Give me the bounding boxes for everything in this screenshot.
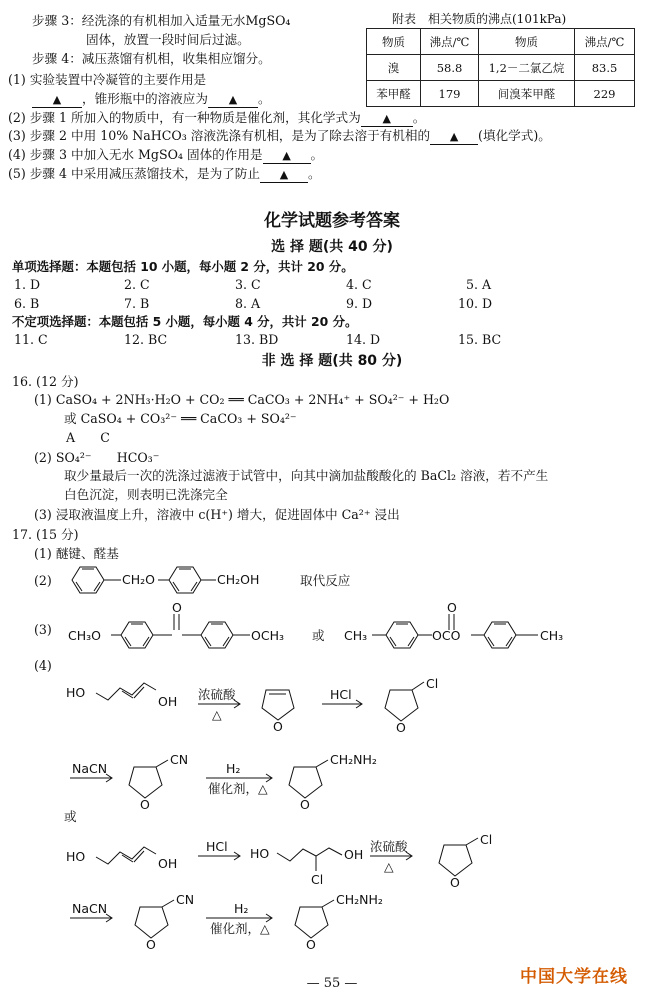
q17-answer-1: (1) 醚键、醛基 (34, 546, 119, 561)
answer-item: 11. C (14, 332, 48, 347)
table-cell: 58.8 (421, 55, 479, 81)
answer-item: 14. D (346, 332, 381, 347)
q17-answer-3-label: (3) (34, 622, 52, 637)
chem-label: CH₃O (68, 628, 101, 643)
chem-label: OCO (432, 628, 461, 643)
answer-blank: ▲ (208, 92, 258, 108)
chem-label: O (447, 600, 457, 615)
question-3-line: (3) 步骤 2 中用 10% NaHCO₃ 溶液洗涤有机相，是为了除去溶于有机相的 ▲ (填化学式)。 (8, 128, 551, 143)
page-number: — 55 — (306, 976, 358, 991)
table-cell: 间溴苯甲醛 (479, 81, 575, 107)
table-cell: 229 (575, 81, 635, 107)
table-cell: 83.5 (575, 55, 635, 81)
chem-label: CN (170, 752, 189, 767)
chem-label: HO (66, 685, 86, 700)
chem-label: OH (344, 847, 364, 862)
condition-label: △ (384, 859, 394, 874)
multi-choice-heading: 不定项选择题：本题包括 5 小题，每小题 4 分，共计 20 分。 (12, 314, 358, 329)
single-choice-heading: 单项选择题：本题包括 10 小题，每小题 2 分，共计 20 分。 (12, 259, 354, 274)
answer-item: 9. D (346, 296, 373, 311)
answer-item: 6. B (14, 296, 40, 311)
chem-label: CH₂NH₂ (336, 892, 383, 907)
chem-label: CH₂O (122, 572, 155, 587)
table-header-cell: 沸点/℃ (421, 29, 479, 55)
answer-blank: ▲ (361, 111, 413, 127)
chem-label: Cl (426, 676, 439, 691)
tetrahydrofuran-ring (129, 767, 162, 798)
q16-heading: 16. (12 分) (12, 374, 79, 389)
q17-answer-2-label: (2) (34, 573, 52, 588)
table-cell: 179 (421, 81, 479, 107)
benzene-ring (386, 622, 418, 648)
reagent-label: 浓硫酸 (370, 839, 408, 854)
chem-label: O (300, 797, 310, 812)
chem-label: CH₃ (540, 628, 564, 643)
q17-answer-4-label: (4) (34, 658, 52, 673)
answer-blank: ▲ (263, 148, 311, 164)
section-heading-choice: 选 择 题(共 40 分) (271, 239, 393, 255)
q16-answer-2-line-2: 取少量最后一次的洗涤过滤液于试管中，向其中滴加盐酸酸化的 BaCl₂ 溶液，若不产生 (64, 468, 549, 483)
condition-label: 催化剂，△ (210, 921, 270, 936)
chem-label: CH₂NH₂ (330, 752, 377, 767)
tetrahydrofuran-ring (439, 845, 472, 876)
reagent-label: NaCN (72, 901, 108, 916)
or-label: 或 (64, 809, 77, 824)
answer-item: 1. D (14, 277, 41, 292)
chem-label: Cl (480, 832, 493, 847)
step-3-line-1: 步骤 3：经洗涤的有机相加入适量无水MgSO₄ (32, 13, 291, 28)
answer-item: 5. A (466, 277, 492, 292)
q16-answer-3: (3) 浸取液温度上升，溶液中 c(H⁺) 增大，促进固体中 Ca²⁺ 浸出 (34, 507, 400, 522)
table-header-cell: 沸点/℃ (575, 29, 635, 55)
q16-answer-1-alt: 或 CaSO₄ + CO₃²⁻ ══ CaCO₃ + SO₄²⁻ (64, 411, 297, 426)
answer-item: 4. C (346, 277, 372, 292)
chem-label: O (273, 719, 283, 734)
q17-answer-2-reaction-type: 取代反应 (300, 573, 351, 588)
chem-label: HO (66, 849, 86, 864)
chem-label: CH₂OH (217, 572, 260, 587)
question-4-line: (4) 步骤 3 中加入无水 MgSO₄ 固体的作用是 ▲ 。 (8, 147, 324, 162)
benzene-ring (484, 622, 516, 648)
boiling-point-table-title: 附表 相关物质的沸点(101kPa) (392, 12, 567, 26)
section-heading-nonchoice: 非 选 择 题(共 80 分) (261, 353, 403, 369)
or-label: 或 (312, 628, 325, 643)
reagent-label: 浓硫酸 (198, 687, 236, 702)
answer-item: 2. C (124, 277, 150, 292)
tetrahydrofuran-ring (135, 907, 168, 938)
answer-blank: ▲ (32, 92, 82, 108)
answer-key-title: 化学试题参考答案 (264, 211, 400, 231)
table-cell: 苯甲醛 (367, 81, 421, 107)
answer-item: 7. B (124, 296, 150, 311)
chem-label: CN (176, 892, 195, 907)
table-cell: 溴 (367, 55, 421, 81)
benzene-ring (72, 567, 104, 593)
question-1-line-2: ▲ ，锥形瓶中的溶液应为 ▲ 。 (32, 90, 271, 108)
chem-label: O (146, 937, 156, 952)
condition-label: 催化剂，△ (208, 781, 268, 796)
answer-item: 10. D (458, 296, 493, 311)
question-1-line-1: (1) 实验装置中冷凝管的主要作用是 (8, 72, 207, 87)
step-4-line: 步骤 4：减压蒸馏有机相，收集相应馏分。 (32, 51, 271, 66)
q16-answer-1: (1) CaSO₄ + 2NH₃·H₂O + CO₂ ══ CaCO₃ + 2NH₄⁺ + SO₄²⁻ + H₂O (34, 392, 450, 407)
chem-label: O (306, 937, 316, 952)
benzene-ring (169, 567, 201, 593)
answer-item: 13. BD (235, 332, 279, 347)
answer-item: 15. BC (458, 332, 502, 347)
q17-heading: 17. (15 分) (12, 527, 79, 542)
table-header-cell: 物质 (367, 29, 421, 55)
question-2-line: (2) 步骤 1 所加入的物质中，有一种物质是催化剂，其化学式为 ▲ 。 (8, 110, 426, 125)
q16-answer-1-choices: A C (66, 430, 110, 445)
watermark-logo: 中国大学在线 (520, 967, 628, 987)
q16-answer-2-line-3: 白色沉淀，则表明已洗涤完全 (64, 487, 228, 502)
reagent-label: HCl (206, 839, 228, 854)
step-3-line-2: 固体，放置一段时间后过滤。 (86, 32, 250, 47)
chem-label: OCH₃ (251, 628, 284, 643)
benzene-ring (201, 622, 233, 648)
question-5-line: (5) 步骤 4 中采用减压蒸馏技术，是为了防止 ▲ 。 (8, 166, 321, 181)
table-cell: 1,2－二氯乙烷 (479, 55, 575, 81)
answer-blank: ▲ (430, 129, 478, 145)
q16-answer-2: (2) SO₄²⁻ HCO₃⁻ (34, 450, 160, 465)
answer-item: 3. C (235, 277, 261, 292)
tetrahydrofuran-ring (385, 690, 418, 721)
reagent-label: H₂ (234, 901, 249, 916)
chem-label: OH (158, 856, 178, 871)
chem-label: O (172, 600, 182, 615)
answer-item: 12. BC (124, 332, 168, 347)
table-header-cell: 物质 (479, 29, 575, 55)
tetrahydrofuran-ring (295, 907, 328, 938)
chem-label: HO (250, 846, 270, 861)
chem-label: CH₃ (344, 628, 368, 643)
reagent-label: HCl (330, 687, 352, 702)
dihydrofuran-ring (262, 690, 294, 720)
benzene-ring (121, 622, 153, 648)
answer-blank: ▲ (260, 167, 308, 183)
reagent-label: H₂ (226, 761, 241, 776)
chem-label: OH (158, 694, 178, 709)
chem-label: Cl (311, 872, 324, 887)
chem-label: O (450, 875, 460, 890)
reagent-label: NaCN (72, 761, 108, 776)
chem-label: O (396, 720, 406, 735)
tetrahydrofuran-ring (289, 767, 322, 798)
chem-label: O (140, 797, 150, 812)
condition-label: △ (212, 707, 222, 722)
answer-item: 8. A (235, 296, 261, 311)
